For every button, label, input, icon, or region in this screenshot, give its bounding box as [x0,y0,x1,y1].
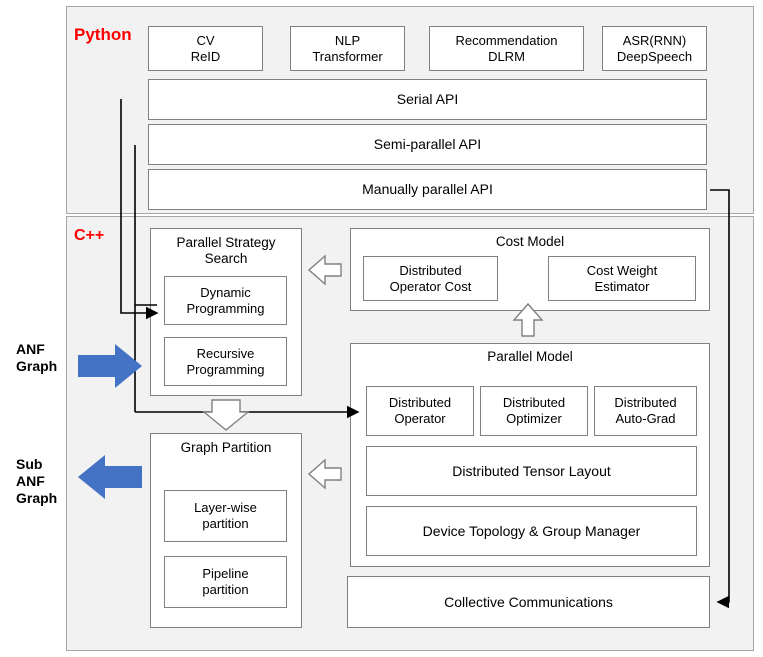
pm-opt-line2: Optimizer [506,411,562,426]
app-box-recommendation-dlrm [429,26,584,71]
pm-ag-line2: Auto-Grad [615,411,676,426]
python-layer-label: Python [74,25,132,44]
gp-layer-line2: partition [202,516,249,531]
cpp-layer-label: C++ [74,227,105,244]
api-bar-manually-parallel: Manually parallel API [148,169,707,210]
app-box-asr-deepspeech [602,26,707,71]
gp-layer-line1: Layer-wise [194,500,257,516]
api-bar-semi-parallel: Semi-parallel API [148,124,707,165]
doc-line2: Operator Cost [389,278,472,294]
sub-anf-graph-output-label [16,456,57,506]
distributed-optimizer-box [480,386,588,436]
app-nlp-line2: Transformer [312,48,383,64]
device-topology-group-manager-box: Device Topology & Group Manager [366,506,697,556]
cost-weight-estimator-box [548,256,696,301]
dp-line2: Programming [186,300,265,316]
dynamic-programming-box [164,276,287,325]
pm-ag-line1: Distributed [614,395,677,411]
sub-anf-label-line3: Graph [16,489,58,506]
rp-line2: Programming [186,361,265,377]
pipeline-partition-box [164,556,287,608]
app-box-nlp-transformer [290,26,405,71]
anf-graph-input-label [16,341,57,375]
distributed-auto-grad-box [594,386,697,436]
dp-line1: Dynamic [200,284,251,300]
pss-title-line2: Search [204,251,248,267]
gp-pipe-line2: partition [202,582,249,597]
collective-communications-box: Collective Communications [347,576,710,628]
app-cv-line2: ReID [190,48,221,64]
pss-title-line1: Parallel Strategy [176,235,276,250]
gp-pipe-line1: Pipeline [202,566,249,582]
app-rec-line2: DLRM [488,48,525,64]
distributed-tensor-layout-box: Distributed Tensor Layout [366,446,697,496]
distributed-operator-box [366,386,474,436]
parallel-strategy-search-title [151,235,301,267]
parallel-model-title: Parallel Model [487,349,573,364]
app-nlp-line1: NLP [334,32,361,48]
anf-label-line1: ANF [16,341,45,357]
app-rec-line1: Recommendation [455,32,558,48]
anf-label-line2: Graph [16,357,58,374]
pm-op-line1: Distributed [388,395,452,411]
cost-model-title: Cost Model [495,234,565,249]
layer-wise-partition-box [164,490,287,542]
graph-partition-title: Graph Partition [180,440,272,455]
pm-opt-line1: Distributed [502,395,566,411]
cwe-line1: Cost Weight [586,262,658,278]
app-asr-line2: DeepSpeech [616,48,693,64]
api-bar-serial: Serial API [148,79,707,120]
recursive-programming-box [164,337,287,386]
sub-anf-label-line1: Sub [16,456,43,472]
rp-line1: Recursive [196,345,255,361]
distributed-operator-cost-box [363,256,498,301]
app-box-cv-reid [148,26,263,71]
sub-anf-label-line2: ANF [16,472,45,489]
app-cv-line1: CV [196,32,215,48]
doc-line1: Distributed [399,262,462,278]
pm-op-line2: Operator [394,411,446,426]
cwe-line2: Estimator [594,278,650,294]
app-asr-line1: ASR(RNN) [622,32,687,48]
